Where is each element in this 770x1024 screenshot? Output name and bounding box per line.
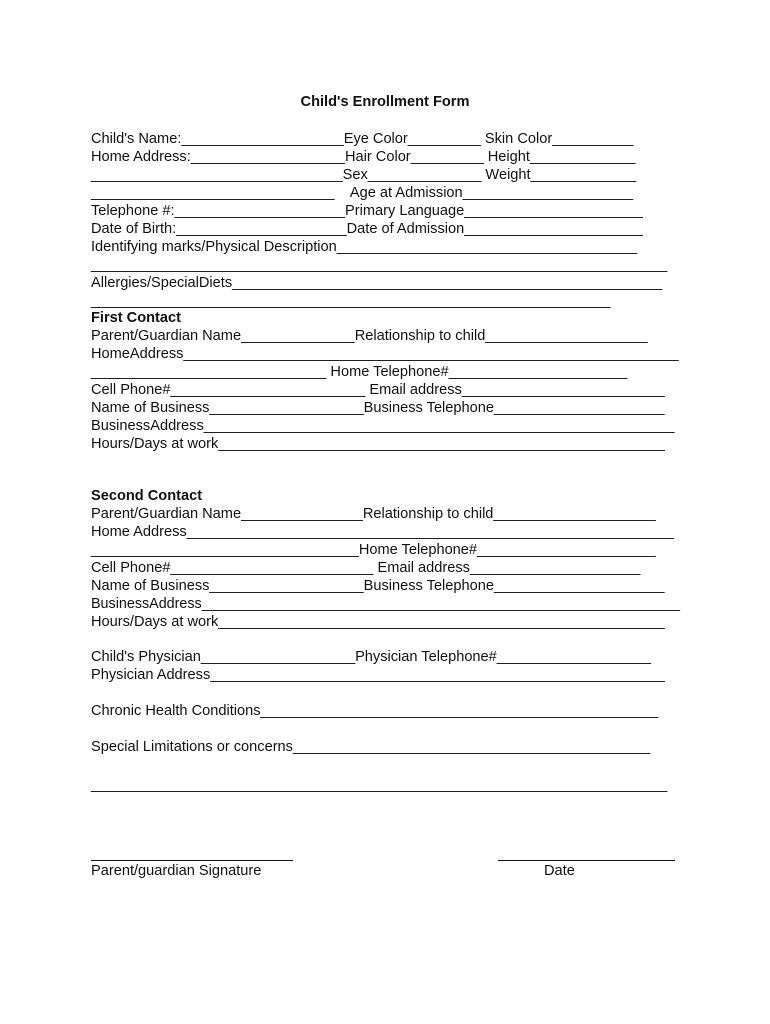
special-limitations-line[interactable]: Special Limitations or concerns____________________________________________ <box>91 739 651 755</box>
second-home-address-line[interactable]: Home Address____________________________________________________________ <box>91 524 674 540</box>
second-guardian-name-relationship-line[interactable]: Parent/Guardian Name_______________Relationship to child____________________ <box>91 506 656 522</box>
chronic-health-conditions-line[interactable]: Chronic Health Conditions_________________________________________________ <box>91 703 659 719</box>
identifying-marks-line[interactable]: Identifying marks/Physical Description_____________________________________ <box>91 239 638 255</box>
limitations-continuation-line[interactable]: _______________________________________________________________________ <box>91 777 668 793</box>
first-hours-at-work-line[interactable]: Hours/Days at work_______________________________________________________ <box>91 436 665 452</box>
signature-label: Parent/guardian Signature <box>91 863 262 879</box>
date-line[interactable] <box>498 860 675 861</box>
first-business-address-line[interactable]: BusinessAddress__________________________________________________________ <box>91 418 675 434</box>
second-contact-heading: Second Contact <box>91 488 203 504</box>
first-contact-heading: First Contact <box>91 310 181 326</box>
physician-name-phone-line[interactable]: Child's Physician___________________Physician Telephone#___________________ <box>91 649 651 665</box>
second-business-address-line[interactable]: BusinessAddress____________________________________________________________ <box>91 596 680 612</box>
allergies-continuation-line[interactable]: ________________________________________________________________ <box>91 293 611 309</box>
allergies-diets-line[interactable]: Allergies/SpecialDiets_____________________________________________________ <box>91 275 663 291</box>
second-cell-email-line[interactable]: Cell Phone#_________________________ Email address_____________________ <box>91 560 641 576</box>
home-address-hair-height-line[interactable]: Home Address:___________________Hair Color_________ Height_____________ <box>91 149 636 165</box>
sex-weight-line[interactable]: _______________________________Sex______________ Weight_____________ <box>91 167 637 183</box>
first-cell-email-line[interactable]: Cell Phone#________________________ Email address_________________________ <box>91 382 665 398</box>
second-home-telephone-line[interactable]: _________________________________Home Telephone#______________________ <box>91 542 656 558</box>
child-name-eye-skin-line[interactable]: Child's Name:____________________Eye Color_________ Skin Color__________ <box>91 131 634 147</box>
age-at-admission-line[interactable]: ______________________________ Age at Admission_____________________ <box>91 185 634 201</box>
first-home-telephone-line[interactable]: _____________________________ Home Telephone#______________________ <box>91 364 628 380</box>
second-business-name-phone-line[interactable]: Name of Business___________________Business Telephone_____________________ <box>91 578 665 594</box>
first-guardian-name-relationship-line[interactable]: Parent/Guardian Name______________Relationship to child____________________ <box>91 328 648 344</box>
signature-line[interactable] <box>91 860 293 861</box>
first-business-name-phone-line[interactable]: Name of Business___________________Business Telephone_____________________ <box>91 400 665 416</box>
birth-admission-date-line[interactable]: Date of Birth:_____________________Date of Admission______________________ <box>91 221 643 237</box>
physician-address-line[interactable]: Physician Address________________________________________________________ <box>91 667 665 683</box>
telephone-language-line[interactable]: Telephone #:_____________________Primary Language______________________ <box>91 203 643 219</box>
date-label: Date <box>544 863 575 879</box>
form-title: Child's Enrollment Form <box>300 94 470 110</box>
second-hours-at-work-line[interactable]: Hours/Days at work_______________________________________________________ <box>91 614 665 630</box>
first-home-address-line[interactable]: HomeAddress_____________________________________________________________ <box>91 346 679 362</box>
identifying-marks-continuation-line[interactable]: _______________________________________________________________________ <box>91 257 668 273</box>
